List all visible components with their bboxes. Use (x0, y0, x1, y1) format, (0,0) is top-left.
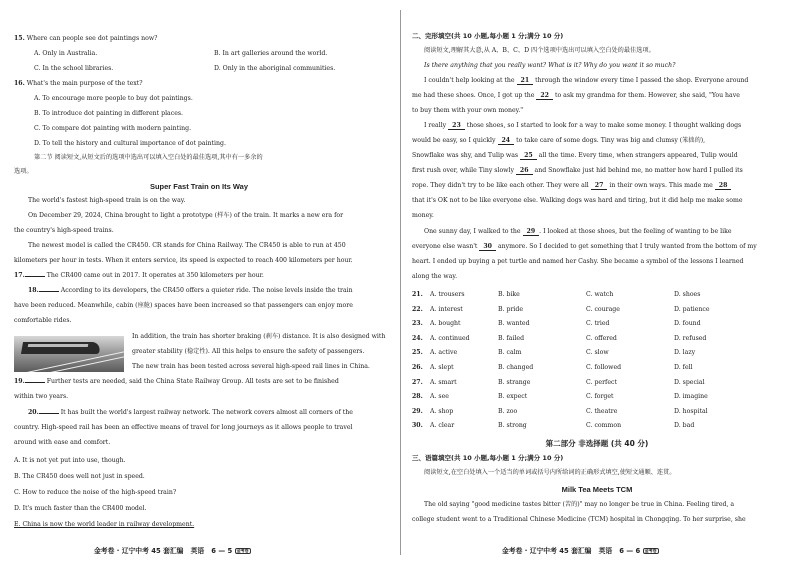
blank-17[interactable] (25, 276, 45, 277)
footer-right (502, 548, 659, 555)
option-choice-b[interactable]: B. failed (498, 334, 525, 342)
passage-p8a-text: It has built the world's largest railway network. The network covers almost all corners of the (60, 409, 353, 416)
blank-19[interactable] (25, 382, 45, 383)
option-choice-d[interactable]: D. special (674, 378, 705, 386)
option-choice-b[interactable]: B. zoo (498, 407, 518, 415)
blank-18-number: 18. (28, 287, 39, 294)
cloze-text: to take care of some dogs. Tiny was big and clumsy (笨拙的), (516, 137, 706, 144)
passage-title: Super Fast Train on Its Way (149, 182, 249, 191)
blank-23[interactable]: 23 (448, 123, 465, 130)
page-divider (400, 10, 401, 555)
option-choice-b[interactable]: B. changed (498, 364, 534, 371)
passage-p5b: have been reduced. Meanwhile, cabin (座舱) spaces have been increased so that passengers can enjoy more (14, 302, 353, 309)
q16-stem (14, 81, 143, 87)
footer-page: 6 — 5 (211, 547, 233, 555)
q15-option-a: A. Only in Australia. (34, 50, 98, 57)
train-photo (14, 336, 124, 372)
cloze-line3: to buy them with your own money." (412, 107, 524, 114)
cloze-text: first rush over, while Tiny slowly (412, 167, 514, 174)
cloze-text: and Snowflake just hid behind me, no matter how hard I pulled its (534, 167, 743, 174)
passage-p6a: In addition, the train has shorter braking (刹车) distance. It is also designed with (132, 333, 386, 340)
choice-a: A. It is not yet put into use, though. (14, 457, 126, 464)
cloze-text: to ask my grandma for them. However, she said, "You have (554, 92, 740, 99)
cloze-line2 (412, 93, 740, 100)
section-gapfill-heading: 三、语篇填空(共 10 小题,每小题 1 分;满分 10 分) (412, 454, 564, 462)
blank-30[interactable]: 30 (479, 244, 496, 251)
q16-number: 16. (14, 80, 25, 87)
gapfill-line1: The old saying "good medicine tastes bitter (苦的)" may no longer be true in China. Feeling tired, a (424, 501, 735, 508)
q16-option-b: B. To introduce dot painting in different places. (34, 110, 184, 117)
footer-stamp-logo: 金考卷 (236, 548, 249, 553)
option-choice-a[interactable]: A. see (430, 393, 449, 401)
cloze-instructions: 阅读短文,理解其大意,从 A、B、C、D 四个选项中选出可以填入空白处的最佳选项。 (424, 47, 655, 54)
option-choice-a[interactable]: A. smart (430, 378, 457, 386)
blank-20[interactable] (39, 413, 59, 414)
cloze-text: I really (424, 122, 447, 129)
cloze-line13: heart. I ended up buying a pet turtle and named her Cashy. She became a symbol of the lessons I learned (412, 258, 744, 265)
passage-p3a: The newest model is called the CR450. CR stands for China Railway. The CR450 is able to run at 450 (28, 242, 346, 249)
choice-b: B. The CR450 does well not just in speed. (14, 473, 145, 480)
passage-p5a-text: According to its developers, the CR450 offers a quieter ride. The noise levels inside the train (60, 287, 353, 294)
option-choice-c[interactable]: C. common (586, 422, 622, 430)
blank-26[interactable]: 26 (516, 168, 533, 175)
option-row-number: 22. (412, 305, 423, 313)
q15-option-b: B. In art galleries around the world. (214, 50, 328, 57)
blank-27[interactable]: 27 (591, 183, 608, 190)
cloze-line12 (412, 244, 757, 251)
cloze-text: Snowflake was shy, and Tulip was (412, 152, 519, 159)
option-choice-a[interactable]: A. clear (430, 422, 455, 430)
blank-25[interactable]: 25 (520, 153, 537, 160)
q16-option-d: D. To tell the history and cultural importance of dot painting. (34, 140, 226, 147)
passage-p8a (28, 410, 353, 416)
cloze-line5 (412, 138, 705, 145)
option-row-number: 27. (412, 378, 423, 386)
passage-p7a: The new train has been tested across several high-speed rail lines in China. (132, 363, 370, 370)
cloze-text: One sunny day, I walked to the (424, 228, 521, 235)
cloze-text: me had these shoes. Once, I got up the (412, 92, 535, 99)
gapfill-title: Milk Tea Meets TCM (561, 485, 633, 494)
passage-p8c: around with ease and comfort. (14, 439, 111, 446)
q15-option-d: D. Only in the aboriginal communities. (214, 65, 336, 72)
section-intro-line1: 第二节 阅读短文,从短文后的选项中选出可以填入空白处的最佳选项,其中有一多余的 (34, 154, 263, 161)
option-choice-d[interactable]: D. imagine (674, 393, 708, 401)
option-choice-b[interactable]: B. wanted (498, 320, 530, 328)
cloze-text: through the window every time I passed the shop. Everyone around (535, 77, 749, 84)
passage-p4-text: The CR400 came out in 2017. It operates at 350 kilometers per hour. (46, 272, 264, 279)
gapfill-line2: college student went to a Traditional Chinese Medicine (TCM) hospital in Chongqing. To her surprise, she (412, 516, 746, 523)
cloze-line4 (424, 123, 741, 130)
option-choice-a[interactable]: A. trousers (430, 291, 465, 298)
cloze-line14: along the way. (412, 273, 458, 280)
passage-p5c: comfortable rides. (14, 317, 72, 324)
cloze-line11 (424, 229, 732, 236)
blank-17-number: 17. (14, 272, 25, 279)
option-row-number: 24. (412, 334, 423, 342)
option-choice-c[interactable]: C. perfect (586, 378, 617, 386)
option-row-number: 25. (412, 349, 423, 357)
passage-p8b: country. High-speed rail has been an effective means of travel for long journeys as it allows people to travel (14, 424, 353, 431)
footer-page: 6 — 6 (619, 547, 641, 555)
footer-left (94, 548, 251, 555)
option-row-number: 26. (412, 364, 423, 371)
option-choice-c[interactable]: C. offered (586, 334, 617, 342)
q15-text: Where can people see dot paintings now? (26, 35, 158, 42)
passage-p2a: On December 29, 2024, China brought to light a prototype (样车) of the train. It marks a new era for (28, 212, 344, 219)
q15-number: 15. (14, 35, 25, 42)
blank-18[interactable] (39, 291, 59, 292)
right-page (412, 0, 782, 566)
option-choice-d[interactable]: D. bad (674, 422, 695, 430)
option-choice-b[interactable]: B. pride (498, 305, 524, 313)
choice-c: C. How to reduce the noise of the high-speed train? (14, 489, 177, 496)
cloze-text: all the time. Every time, when strangers appeared, Tulip would (538, 152, 738, 159)
blank-22[interactable]: 22 (536, 93, 553, 100)
q16-option-a: A. To encourage more people to buy dot paintings. (34, 95, 193, 102)
q16-option-c: C. To compare dot painting with modern painting. (34, 125, 192, 132)
option-choice-b[interactable]: B. calm (498, 349, 522, 357)
left-page (14, 0, 384, 566)
option-choice-a[interactable]: A. bought (430, 320, 461, 328)
footer-subject: 英语 (598, 547, 613, 555)
footer-book: 金考卷 · 辽宁中考 45 套汇编 (94, 547, 184, 555)
option-choice-a[interactable]: A. interest (430, 305, 463, 313)
blank-21[interactable]: 21 (517, 78, 534, 85)
gapfill-instructions: 阅读短文,在空白处填入一个适当的单词或括号内所给词的正确形式填空,使短文通顺、连贯。 (424, 469, 676, 476)
option-choice-b[interactable]: B. strong (498, 422, 527, 430)
option-choice-c[interactable]: C. followed (586, 364, 622, 371)
option-row-number: 21. (412, 291, 423, 298)
passage-p1: The world's fastest high-speed train is on the way. (28, 197, 186, 204)
passage-p5a (28, 288, 353, 294)
choice-d: D. It's much faster than the CR400 model. (14, 505, 147, 512)
option-choice-c[interactable]: C. watch (586, 291, 614, 298)
option-row-number: 23. (412, 320, 423, 328)
option-choice-a[interactable]: A. slept (430, 364, 454, 371)
choice-e: E. China is now the world leader in railway development. (14, 521, 195, 528)
option-row-number: 29. (412, 407, 423, 415)
passage-p6b: greater stability (稳定性). All this helps to ensure the safety of passengers. (132, 348, 365, 355)
passage-p7b (14, 379, 339, 385)
q15-stem (14, 36, 157, 42)
option-choice-b[interactable]: B. bike (498, 291, 520, 298)
option-choice-a[interactable]: A. active (430, 349, 458, 357)
cloze-line8 (412, 183, 731, 190)
option-choice-c[interactable]: C. theatre (586, 407, 618, 415)
footer-stamp-logo: 金考卷 (644, 548, 657, 553)
option-choice-d[interactable]: D. found (674, 320, 701, 328)
cloze-text: in their own ways. This made me (609, 182, 713, 189)
cloze-lead-question: Is there anything that you really want? What is it? Why do you want it so much? (424, 62, 676, 69)
cloze-line9: that it's OK not to be like everyone else. Walking dogs was hard and tiring, but it did help me make some (412, 197, 743, 204)
option-choice-d[interactable]: D. patience (674, 305, 710, 313)
cloze-text: rope. They didn't try to be like each other. They were all (412, 182, 589, 189)
blank-19-number: 19. (14, 378, 25, 385)
cloze-text: everyone else wasn't (412, 243, 478, 250)
blank-24[interactable]: 24 (498, 138, 515, 145)
q15-option-c: C. In the school libraries. (34, 65, 114, 72)
cloze-text: those shoes, so I started to look for a way to make some money. I thought walking dogs (466, 122, 742, 129)
option-choice-c[interactable]: C. courage (586, 305, 620, 313)
cloze-text: would be easy, so I quickly (412, 137, 496, 144)
cloze-line1 (424, 78, 748, 85)
option-choice-d[interactable]: D. shoes (674, 291, 701, 298)
option-choice-c[interactable]: C. forget (586, 393, 614, 401)
option-choice-b[interactable]: B. strange (498, 378, 531, 386)
option-choice-c[interactable]: C. slow (586, 349, 609, 357)
cloze-line6 (412, 153, 738, 160)
option-choice-d[interactable]: D. fell (674, 364, 693, 371)
cloze-text: I couldn't help looking at the (424, 77, 515, 84)
passage-p2b: the country's high-speed trains. (14, 227, 114, 234)
option-row-number: 28. (412, 393, 423, 401)
passage-p7c: within two years. (14, 393, 69, 400)
cloze-text: anymore. So I decided to get something that I truly wanted from the bottom of my (497, 243, 757, 250)
option-choice-c[interactable]: C. tried (586, 320, 610, 328)
section-intro-line2: 选项。 (14, 168, 33, 175)
blank-20-number: 20. (28, 409, 39, 416)
option-choice-d[interactable]: D. lazy (674, 349, 696, 357)
footer-subject: 英语 (190, 547, 205, 555)
blank-29[interactable]: 29 (523, 229, 540, 236)
passage-p3b: kilometers per hour in tests. When it enters service, its speed is expected to reach 400 kilometers per hour. (14, 257, 353, 264)
footer-book: 金考卷 · 辽宁中考 45 套汇编 (502, 547, 592, 555)
cloze-line10: money. (412, 212, 434, 219)
cloze-text: . I looked at those shoes, but the feeling of wanting to be like (539, 228, 732, 235)
cloze-line7 (412, 168, 743, 175)
option-choice-a[interactable]: A. continued (430, 334, 470, 342)
option-choice-d[interactable]: D. refused (674, 334, 707, 342)
q16-text: What's the main purpose of the text? (26, 80, 143, 87)
option-choice-d[interactable]: D. hospital (674, 407, 708, 415)
option-choice-a[interactable]: A. shop (430, 407, 454, 415)
passage-p4 (14, 273, 264, 279)
passage-p7b-text: Further tests are needed, said the China State Railway Group. All tests are set to be finished (46, 378, 339, 385)
option-choice-b[interactable]: B. expect (498, 393, 528, 401)
blank-28[interactable]: 28 (715, 183, 732, 190)
part2-heading: 第二部分 非选择题 (共 40 分) (545, 439, 649, 448)
option-row-number: 30. (412, 422, 423, 430)
section-cloze-heading: 二、完形填空(共 10 小题,每小题 1 分;满分 10 分) (412, 32, 564, 40)
